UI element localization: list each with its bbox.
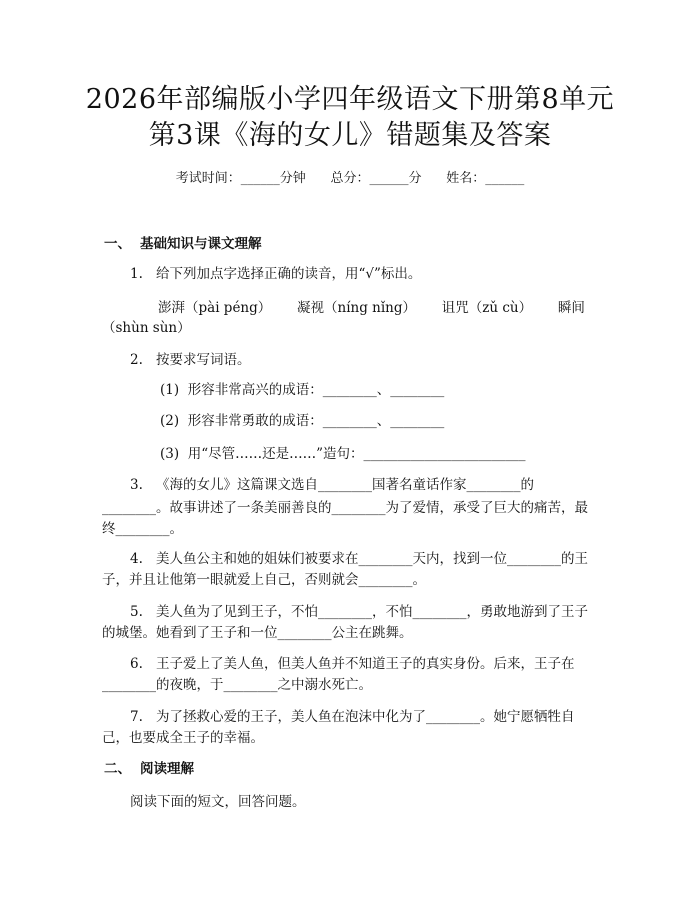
section1-number: 一、 xyxy=(104,236,131,252)
question-1-options-cont: （shùn sùn） xyxy=(102,320,191,336)
question-7-line2: 己，也要成全王子的幸福。 xyxy=(102,730,264,746)
question-5-line1: 美人鱼为了见到王子，不怕________，不怕________，勇敢地游到了王子 xyxy=(156,604,588,620)
question-2-number: 2. xyxy=(130,352,143,368)
question-1-text: 给下列加点字选择正确的读音，用“√”标出。 xyxy=(156,266,422,282)
question-2-sub2: (2) 形容非常勇敢的成语：________、________ xyxy=(160,413,445,429)
question-1 xyxy=(130,262,421,282)
question-6-line1: 王子爱上了美人鱼，但美人鱼并不知道王子的真实身份。后来，王子在 xyxy=(156,656,575,672)
question-2 xyxy=(130,348,251,368)
question-3-line2: ________。故事讲述了一条美丽善良的________为了爱情，承受了巨大的痛苦，最 xyxy=(102,500,588,516)
section2-heading xyxy=(104,757,194,777)
question-3-number: 3. xyxy=(130,477,143,493)
section1-heading xyxy=(104,232,262,252)
question-3-line1: 《海的女儿》这篇课文选自________国著名童话作家________的 xyxy=(156,477,534,493)
question-7-line1: 为了拯救心爱的王子，美人鱼在泡沫中化为了________。她宁愿牺牲自 xyxy=(156,709,575,725)
question-1-number: 1. xyxy=(130,266,143,282)
question-4-line1: 美人鱼公主和她的姐妹们被要求在________天内，找到一位________的王 xyxy=(156,551,588,567)
question-5-line2: 的城堡。她看到了王子和一位________公主在跳舞。 xyxy=(102,625,413,641)
question-2-text: 按要求写词语。 xyxy=(156,352,251,368)
document-title-line1: 2026年部编版小学四年级语文下册第8单元 xyxy=(85,84,615,115)
question-7 xyxy=(130,705,575,725)
question-2-sub3: (3) 用“尽管……还是……”造句：________________________ xyxy=(160,446,526,462)
question-2-sub1: (1) 形容非常高兴的成语：________、________ xyxy=(160,382,445,398)
section1-title: 基础知识与课文理解 xyxy=(140,236,262,252)
section2-intro: 阅读下面的短文，回答问题。 xyxy=(130,794,306,810)
section2-number: 二、 xyxy=(104,761,131,777)
question-6-number: 6. xyxy=(130,656,143,672)
question-6-line2: ________的夜晚，于________之中溺水死亡。 xyxy=(102,677,372,693)
question-3-line3: 终________。 xyxy=(102,521,183,537)
section2-title: 阅读理解 xyxy=(140,761,194,777)
question-7-number: 7. xyxy=(130,709,143,725)
question-6 xyxy=(130,652,575,672)
question-4-number: 4. xyxy=(130,551,143,567)
question-5-number: 5. xyxy=(130,604,143,620)
exam-meta: 考试时间：______分钟 总分：______分 姓名：______ xyxy=(175,171,525,186)
document-title-line2: 第3课《海的女儿》错题集及答案 xyxy=(148,120,552,151)
question-3 xyxy=(130,473,534,493)
question-4-line2: 子，并且让他第一眼就爱上自己，否则就会________。 xyxy=(102,572,426,588)
question-4 xyxy=(130,547,588,567)
question-1-options: 澎湃（pài péng） 凝视（níng nǐng） 诅咒（zǔ cù） 瞬间 xyxy=(158,300,585,316)
question-5 xyxy=(130,600,588,620)
